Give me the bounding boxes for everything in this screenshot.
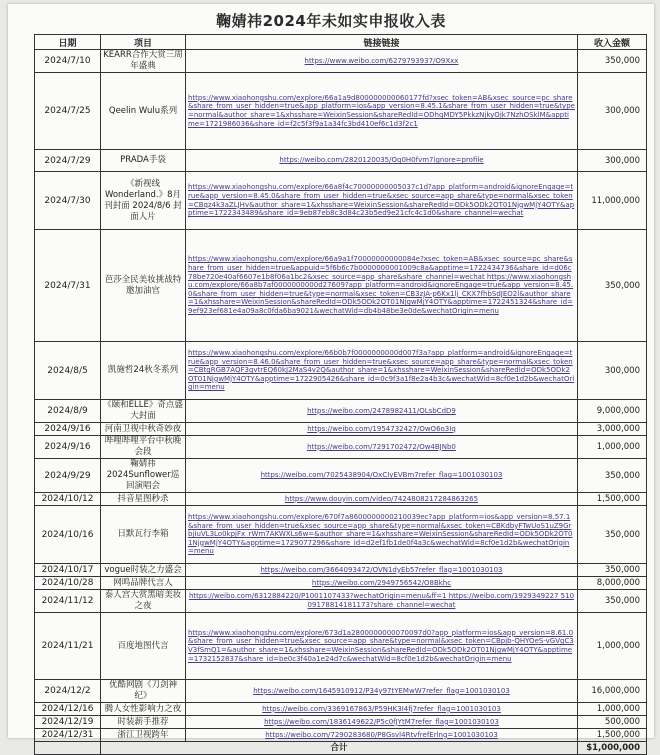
row-amount: 1,500,000 [578, 493, 647, 506]
row-project: 抖音星图秒杀 [101, 493, 186, 506]
row-project: 时装薪手推荐 [101, 716, 186, 729]
row-amount: 350,000 [578, 230, 647, 342]
row-link[interactable]: https://www.douyin.com/video/7424808217284863265 [186, 493, 578, 506]
row-project: 鞠婧祎2024Sunflower巡回演唱会 [101, 459, 186, 493]
row-project: 网鸣品牌代言人 [101, 577, 186, 590]
row-link[interactable]: https://weibo.com/1645910912/P34y97tYEMwW7refer_flag=1001030103 [186, 680, 578, 703]
row-link[interactable]: https://weibo.com/7025438904/OxCIyEVBm7refer_flag=1001030103 [186, 459, 578, 493]
row-date: 2024/9/16 [35, 436, 101, 459]
document-sheet [8, 4, 654, 753]
row-link[interactable]: https://weibo.com/2478982411/OLsbCdD9 [186, 400, 578, 423]
document-title: 鞠婧祎2024年未如实申报收入表 [216, 12, 446, 30]
row-amount: 1,000,000 [578, 613, 647, 680]
row-date: 2024/12/2 [35, 680, 101, 703]
table-row [35, 590, 647, 613]
row-link[interactable]: https://weibo.com/6312884220/P1001107433?wechatOrigin=menu&ff=1 https://weibo.com/1929349227 51009178814181173?share_channel=wechat [186, 590, 578, 613]
row-link[interactable]: https://weibo.com/7290283680/P8Gsvl4RtvfrefErlng=1001030103 [186, 729, 578, 742]
row-project: 优酷网剧《刀剑神纪》 [101, 680, 186, 703]
row-link[interactable]: https://weibo.com/1836149622/P5c0fJYtM7refer_flag=1001030103 [186, 716, 578, 729]
table-row [35, 400, 647, 423]
row-amount: 500,000 [578, 716, 647, 729]
total-amount: $1,000,000 [578, 742, 647, 755]
row-amount: 1,000,000 [578, 436, 647, 459]
row-link[interactable]: https://www.xiaohongshu.com/explore/66b0b7f0000000000d007f3a?app_platform=android&ignoreEngage=true&app_version=8.46.0&share_from_user_hidden=true&xsec_source=app_share&type=normal&xsec_token=CBtgRGB7AQF3gvtrEQ60kJ2MaS4v2Q&author_share=1&xhsshare=WeixinSession&shareRedId=ODk5ODk2OT01NjgwMjY4OTY&apptime=1722905426&share_id=0c9f3a1f8e2a4b3c&wechatWid=8cf0e1d2b&wechatOrigin=menu [186, 342, 578, 400]
row-link[interactable]: https://weibo.com/1954732427/OwO6o3Iq [186, 423, 578, 436]
row-project: PRADA手袋 [101, 150, 186, 172]
row-link[interactable]: https://www.xiaohongshu.com/explore/673d1a2800000000070097d0?app_platform=ios&app_version=8.61.0&share_from_user_hidden=true&xsec_source=app_share&type=normal&xsec_token=CBpjb-QHYOeS-vGVgC3V3fSmQ1=&author_share=1&xhsshare=WeixinSession&shareRedId=ODk5ODk2OT01NjgwMjY4OTY&apptime=1732152837&share_id=be0c3f40a1e24d7c&wechatWid=8cf0e1d2b&wechatOrigin=menu [186, 613, 578, 680]
row-link[interactable]: https://www.xiaohongshu.com/explore/670f7a8600000000210039ec?app_platform=ios&app_version=8.57.1&share_from_user_hidden=true&xsec_source=app_share&type=normal&xsec_token=CBKdbyFTwUoS1uZ9GrbjIuVL3Lo0kpjFx_rWm7AKWXLs6w=&author_share=1&xhsshare=WeixinSession&shareRedId=ODk5ODk2OT01NjgwMjY4OTY&apptime=1729077296&share_id=d2ef1fb1de0f4a3c&wechatWid=8cf0e1d2b&wechatOrigin=menu [186, 506, 578, 564]
row-link[interactable]: https://weibo.com/2949756542/O8Bkhc [186, 577, 578, 590]
row-amount: 350,000 [578, 459, 647, 493]
row-amount: 300,000 [578, 73, 647, 150]
row-date: 2024/10/28 [35, 577, 101, 590]
row-amount: 1,500,000 [578, 729, 647, 742]
table-body [35, 50, 647, 755]
row-project: 日默瓦行李箱 [101, 506, 186, 564]
row-project: 浙江卫视跨年 [101, 729, 186, 742]
row-amount: 350,000 [578, 590, 647, 613]
table-row [35, 577, 647, 590]
table-row [35, 423, 647, 436]
row-project: 芭莎全民美妆挑战特邀加油官 [101, 230, 186, 342]
table-row [35, 613, 647, 680]
table-row [35, 150, 647, 172]
row-date: 2024/10/17 [35, 564, 101, 577]
row-amount: 350,000 [578, 50, 647, 73]
table-row [35, 680, 647, 703]
row-amount: 16,000,000 [578, 680, 647, 703]
total-row [35, 742, 647, 755]
row-amount: 8,000,000 [578, 577, 647, 590]
row-date: 2024/12/16 [35, 703, 101, 716]
row-link[interactable]: https://weibo.com/7291702472/Ow4BJNb0 [186, 436, 578, 459]
header-project: 项目 [101, 35, 186, 50]
row-project: 凯施哲24秋冬系列 [101, 342, 186, 400]
table-row [35, 729, 647, 742]
row-date: 2024/12/31 [35, 729, 101, 742]
row-date: 2024/7/29 [35, 150, 101, 172]
row-amount: 3,000,000 [578, 423, 647, 436]
table-row [35, 230, 647, 342]
row-project: 百度地图代言 [101, 613, 186, 680]
row-date: 2024/9/29 [35, 459, 101, 493]
header-link: 链接链接 [186, 35, 578, 50]
total-blank [35, 742, 101, 755]
row-link[interactable]: https://weibo.com/3369167863/P59HK3I4fj7refer_flag=1001030103 [186, 703, 578, 716]
row-project: 泰人宫大赏黑暗美妆之夜 [101, 590, 186, 613]
table-row [35, 342, 647, 400]
table-row [35, 506, 647, 564]
row-amount: 300,000 [578, 150, 647, 172]
row-amount: 300,000 [578, 342, 647, 400]
row-date: 2024/11/12 [35, 590, 101, 613]
row-amount: 350,000 [578, 506, 647, 564]
row-amount: 1,000,000 [578, 703, 647, 716]
row-project: 《颐和ELLE》奇点盛大封面 [101, 400, 186, 423]
row-date: 2024/8/9 [35, 400, 101, 423]
header-amount: 收入金额 [578, 35, 647, 50]
row-amount: 11,000,000 [578, 172, 647, 230]
row-project: 《新视线Wonderland.》8月刊封面 2024/8/6 封面人片 [101, 172, 186, 230]
row-link[interactable]: https://www.xiaohongshu.com/explore/66a9a1f70000000000084e?xsec_token=AB&xsec_source=pc_share&share_from_user_hidden=true&appuid=5f6b6c7b0000000001009c8a&apptime=1722434736&share_id=d06c78be720e40af6607e1b8f06a1bc2&xsec_source=app_share&share_channel=wechat https://www.xiaohongshu.com/explore/66a8b7af0000000000d27609?app_platform=android&ignoreEngage=true&app_version=8.45.0&share_from_user_hidden=true&type=normal&xsec_token=CB3zJA-p6Kx1lj_CKX7fhbSdJEO2l&author_share=1&xhsshare=WeixinSession&shareRedId=ODk5ODk2OT01NjgwMjY4OTY&apptime=1722451324&share_id=9ef923ef681e4a09a8c0fda6ba9021&wechatWid=db4b48be3e0de&wechatOrigin=menu [186, 230, 578, 342]
total-label: 合计 [101, 742, 578, 755]
row-project: 哔哩哔哩平台中秋晚会段 [101, 436, 186, 459]
income-table [34, 34, 647, 755]
row-date: 2024/8/5 [35, 342, 101, 400]
table-row [35, 459, 647, 493]
row-date: 2024/7/25 [35, 73, 101, 150]
row-date: 2024/9/16 [35, 423, 101, 436]
row-date: 2024/10/16 [35, 506, 101, 564]
row-date: 2024/7/31 [35, 230, 101, 342]
row-project: vogue时装之力盛会 [101, 564, 186, 577]
row-link[interactable]: https://www.weibo.com/6279793937/O9Xxx [186, 50, 578, 73]
row-project: KEARR合作大赏三周年盛典 [101, 50, 186, 73]
table-row [35, 50, 647, 73]
table-row [35, 716, 647, 729]
header-date: 日期 [35, 35, 101, 50]
row-link[interactable]: https://weibo.com/3664093472/OVN1dyEb57refer_flag=1001030103 [186, 564, 578, 577]
table-row [35, 172, 647, 230]
table-row [35, 564, 647, 577]
row-date: 2024/12/19 [35, 716, 101, 729]
row-link[interactable]: https://www.xiaohongshu.com/explore/66a1a9d800000000060177fd?xsec_token=AB&xsec_source=pc_share&share_from_user_hidden=true&app_platform=ios&app_version=8.45.1&share_from_user_hidden=true&type=normal&author_share=1&xhsshare=WeixinSession&shareRedId=ODhqMDY5PkkzNjkyOjk7NzhOSklM&apptime=1721986036&share_id=f2c5f3f9a1a34fc3bd410ef6c1d3f2c1 [186, 73, 578, 150]
table-row [35, 703, 647, 716]
row-date: 2024/7/10 [35, 50, 101, 73]
row-link[interactable]: https://www.xiaohongshu.com/explore/66a8f4c70000000005037c1d?app_platform=android&ignoreEngage=true&app_version=8.45.0&share_from_user_hidden=true&xsec_source=app_share&type=normal&xsec_token=CBqz4k3aZLJHv&author_share=1&xhsshare=WeixinSession&shareRedId=ODk5ODk2OT01NjgwMjY4OTY&apptime=1722343489&share_id=9eb87eb8c3d84c23b5ed9e21cfc4c1d0&share_channel=wechat [186, 172, 578, 230]
row-amount: 9,000,000 [578, 400, 647, 423]
table-row [35, 493, 647, 506]
row-date: 2024/11/21 [35, 613, 101, 680]
row-date: 2024/10/12 [35, 493, 101, 506]
row-project: 腾人女性影响力之夜 [101, 703, 186, 716]
table-row [35, 436, 647, 459]
row-project: 河南卫视中秋奇妙夜 [101, 423, 186, 436]
table-row [35, 73, 647, 150]
table-header-row [35, 35, 647, 50]
row-link[interactable]: https://weibo.com/2820120035/Oq0H0fvm7ignore=profile [186, 150, 578, 172]
row-amount: 350,000 [578, 564, 647, 577]
row-project: Qeelin Wulu系列 [101, 73, 186, 150]
row-date: 2024/7/30 [35, 172, 101, 230]
